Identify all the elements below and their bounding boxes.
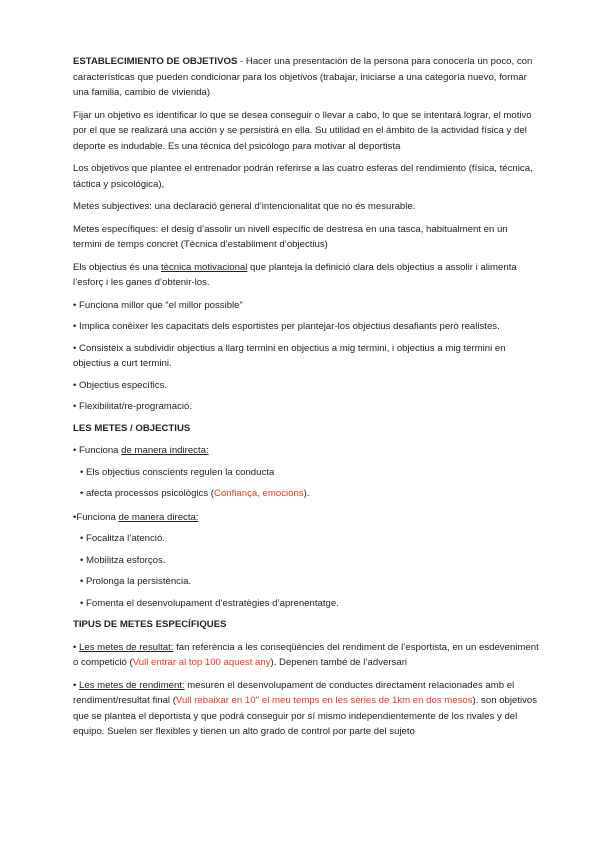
technique-underlined: tècnica motivacional bbox=[161, 261, 248, 273]
result-bullet: • bbox=[73, 641, 80, 653]
subjective-goals-paragraph: Metes subjectives: una declaració general d’intencionalitat que no és mesurable. bbox=[73, 201, 416, 212]
direct-item: • Mobilitza esforços. bbox=[80, 554, 166, 566]
list-item: • Implica conèixer les capacitats dels esportistes per plantejar-los objectius desafiants però realistes. bbox=[73, 321, 500, 332]
result-text: fan referència a les conseqüències del rendiment de l’esportista, en un esdeveniment o competició ( bbox=[73, 641, 539, 668]
performance-after: ). son objetivos que se plantea el deportista y que podrá conseguir por sí mismo independientemente de los rivales y del equipo. Suelen ser flexibles y tienen un alto grado de control por parte del sujeto bbox=[73, 695, 538, 737]
spheres-paragraph: Los objetivos que plantee el entrenador podrán referirse a las cuatro esferas del rendimiento (física, técnica, táctica y psicológica), bbox=[73, 163, 533, 190]
indirect-item-text: • afecta processos psicològics ( bbox=[80, 488, 214, 499]
direct-heading bbox=[73, 510, 539, 526]
result-example-red: Vull entrar al top 100 aquest any bbox=[132, 657, 271, 668]
result-underlined: Les metes de resultat: bbox=[79, 641, 174, 653]
performance-bullet: • bbox=[73, 679, 80, 691]
specific-goals-paragraph: Metes específiques: el desig d’assolir un nivell específic de destresa en una tasca, habitualment en un termini de temps concret (Tècnica d’establiment d’objectius) bbox=[73, 223, 508, 250]
technique-text-before: Els objectius és una bbox=[73, 261, 161, 273]
heading-tipus-metes: TIPUS DE METES ESPECÍFIQUES bbox=[73, 619, 227, 630]
performance-goals-paragraph bbox=[73, 678, 539, 740]
definition-paragraph: Fijar un objetivo es identificar lo que se desea conseguir o llevar a cabo, lo que se intentará lograr, el motivo por el que se realizará una acción y se persistirá en ella. Su utilidad en el ámbito de la actividad física y del deporte es indudable. Es una técnica del psicólogo para motivar al deportista bbox=[73, 109, 532, 152]
intro-paragraph bbox=[73, 54, 539, 101]
indirect-item-text: • Els objectius conscients regulen la conducta bbox=[80, 466, 275, 478]
indirect-underlined: de manera indirecta: bbox=[121, 445, 209, 456]
list-item: • Objectius específics. bbox=[73, 379, 168, 391]
list-item: • Flexibilitat/re-programació. bbox=[73, 401, 193, 412]
indirect-item bbox=[73, 486, 539, 502]
intro-text: - Hacer una presentación de la persona para conocerla un poco, con características que pueden condicionar para los objetivos (trabajar, iniciarse a una categoría nuevo, formar una familia, cambio de vivienda) bbox=[73, 56, 533, 98]
list-item: • Funciona millor que “el millor possible” bbox=[73, 299, 243, 311]
result-after: ). Depenen també de l’adversari bbox=[270, 657, 408, 668]
direct-item: • Prolonga la persistència. bbox=[80, 576, 192, 587]
performance-text: mesuren el desenvolupament de conductes directament relacionades amb el rendiment/resultat final ( bbox=[73, 679, 515, 706]
direct-item: • Fomenta el desenvolupament d’estratègies d’aprenentatge. bbox=[80, 597, 339, 609]
section-title-establecimiento: ESTABLECIMIENTO DE OBJETIVOS bbox=[73, 56, 238, 67]
direct-underlined: de manera directa: bbox=[118, 511, 199, 523]
direct-item: • Focalitza l’atenció. bbox=[80, 533, 165, 544]
performance-example-red: Vull rebaixar en 10'' el meu temps en les sèries de 1km en dos mesos bbox=[175, 695, 473, 706]
indirect-heading bbox=[73, 443, 539, 459]
direct-prefix: •Funciona bbox=[73, 511, 119, 523]
indirect-item bbox=[73, 465, 539, 481]
list-item: • Consisteix a subdividir objectius a llarg termini en objectius a mig termini, i objectius a mig termini en objectius a curt termini. bbox=[73, 342, 506, 369]
indirect-item-red: Confiança, emocions bbox=[214, 488, 304, 499]
performance-underlined: Les metes de rendiment: bbox=[79, 679, 185, 691]
technique-text-after: que planteja la definició clara dels objectius a assolir i alimenta l’esforç i les ganes d’obtenir-los. bbox=[73, 261, 517, 288]
heading-metes-objectius: LES METES / OBJECTIUS bbox=[73, 422, 191, 434]
indirect-item-after: ). bbox=[303, 488, 310, 499]
motivational-technique-paragraph bbox=[73, 260, 539, 291]
result-goals-paragraph bbox=[73, 640, 539, 671]
indirect-prefix: • Funciona bbox=[73, 445, 122, 456]
